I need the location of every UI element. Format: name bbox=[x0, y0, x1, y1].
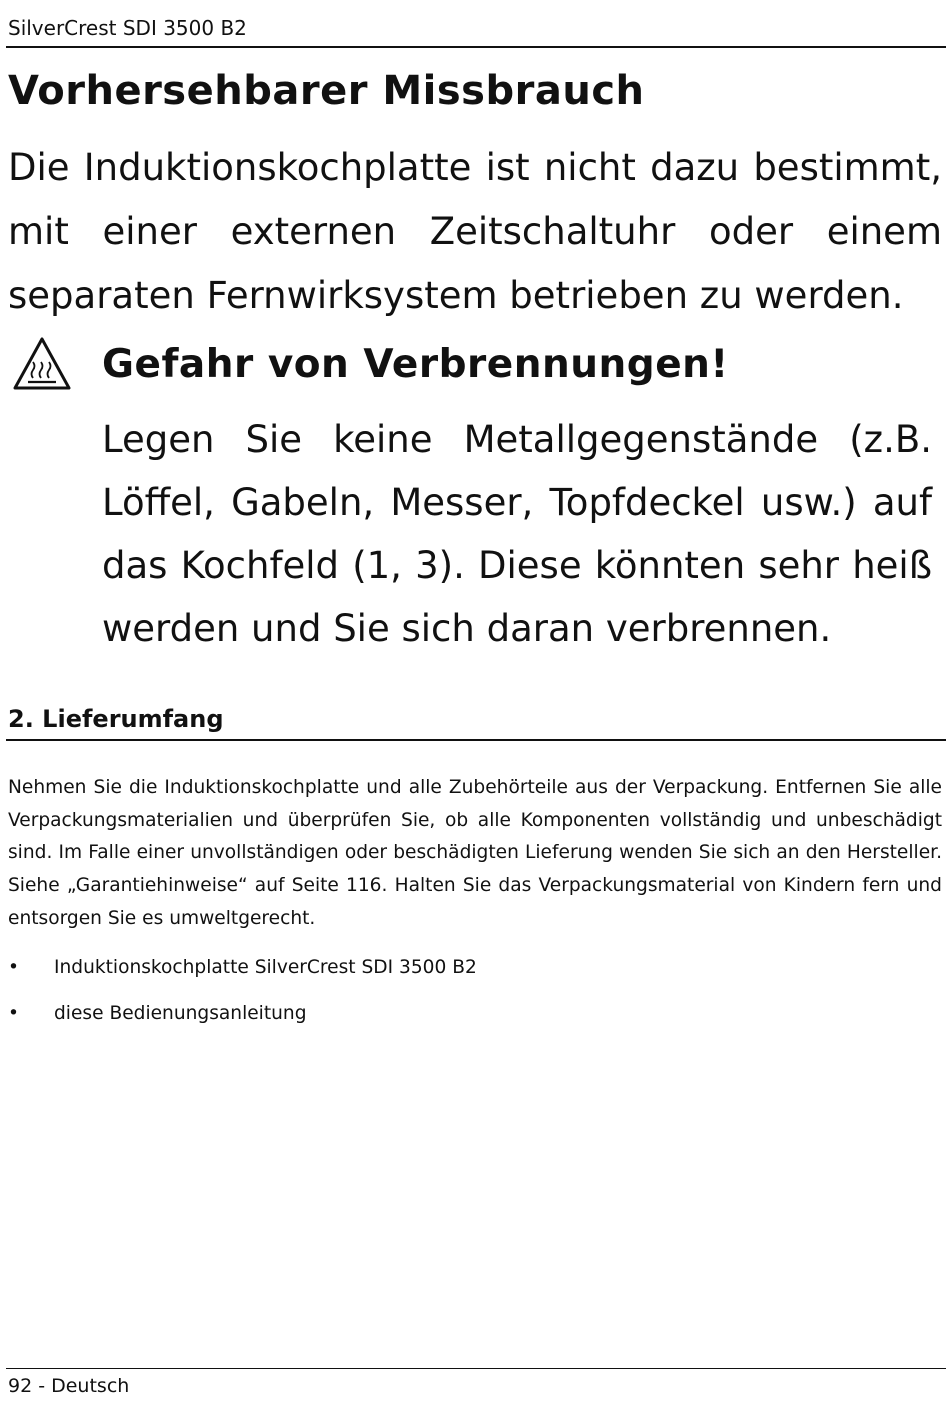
hot-surface-warning-icon bbox=[12, 336, 72, 392]
misuse-heading: Vorhersehbarer Missbrauch bbox=[8, 68, 645, 114]
misuse-paragraph: Die Induktionskochplatte ist nicht dazu bestimmt, mit einer externen Zeitschaltuhr oder einem separaten Fernwirksystem betrieben zu werden. bbox=[8, 146, 942, 317]
bullet: • bbox=[8, 957, 19, 978]
footer-divider bbox=[6, 1368, 946, 1369]
bullet: • bbox=[8, 1003, 19, 1024]
burn-warning-heading: Gefahr von Verbrennungen! bbox=[102, 342, 729, 387]
section-divider bbox=[6, 739, 946, 741]
list-item-text: Induktionskochplatte SilverCrest SDI 3500 B2 bbox=[54, 957, 477, 978]
list-item-text: diese Bedienungsanleitung bbox=[54, 1003, 307, 1024]
header-divider bbox=[6, 46, 946, 48]
page-header-title: SilverCrest SDI 3500 B2 bbox=[8, 16, 247, 40]
burn-warning-paragraph: Legen Sie keine Metallgegenstände (z.B. Löffel, Gabeln, Messer, Topfdeckel usw.) auf das Kochfeld (1, 3). Diese könnten sehr heiß werden und Sie sich daran verbrennen. bbox=[102, 418, 932, 650]
section-heading-lieferumfang: 2. Lieferumfang bbox=[8, 705, 224, 733]
page-footer-number: 92 - Deutsch bbox=[8, 1375, 130, 1397]
section-paragraph: Nehmen Sie die Induktionskochplatte und alle Zubehörteile aus der Verpackung. Entfernen Sie alle Verpackungsmaterialien und überprüfen Sie, ob alle Komponenten vollständig und unbeschädigt sind. Im Falle einer unvollständigen oder beschädigten Lieferung wenden Sie sich an den Hersteller. Siehe „Garantiehinweise“ auf Seite 116. Halten Sie das Verpackungsmaterial von Kindern fern und entsorgen Sie es umweltgerecht. bbox=[8, 777, 942, 929]
